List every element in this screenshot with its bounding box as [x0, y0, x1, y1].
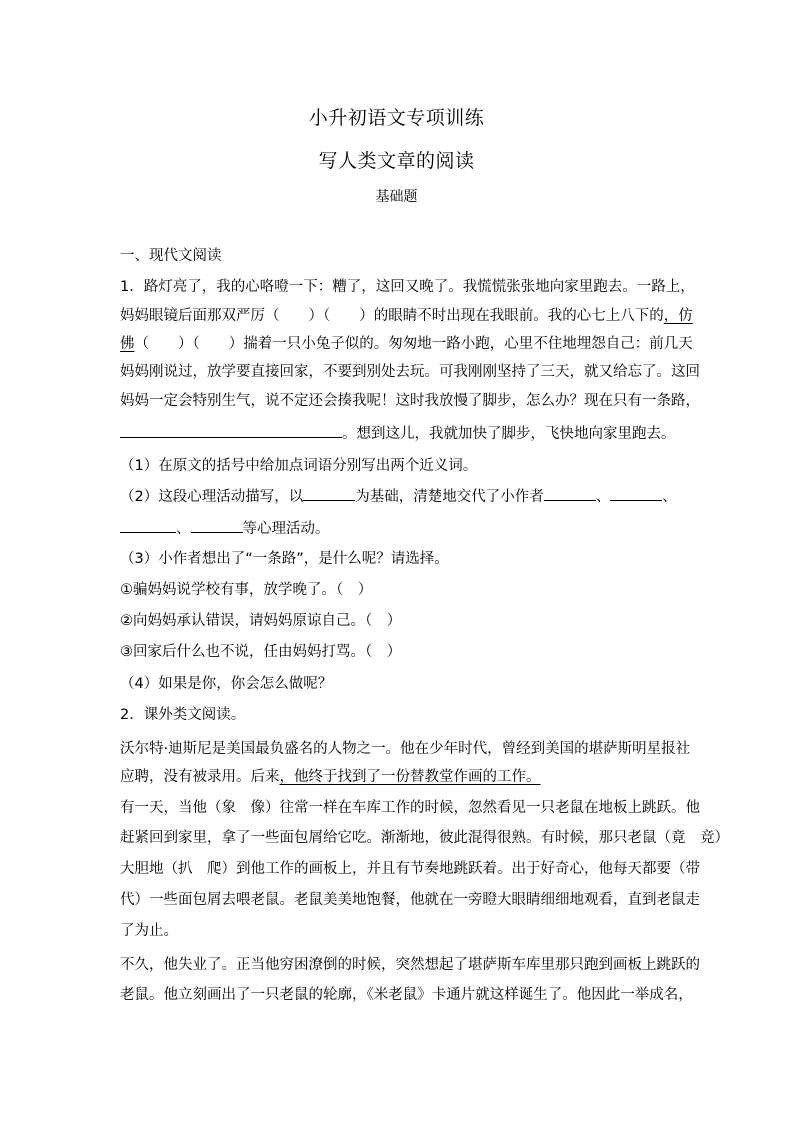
section-heading: 一、现代文阅读: [120, 248, 222, 264]
answer-blank[interactable]: [191, 518, 243, 533]
answer-blank[interactable]: [610, 486, 662, 501]
passage2-line: 不久，他失业了。正当他穷困潦倒的时候，突然想起了堪萨斯车库里那只跑到画板上跳跃的: [120, 957, 700, 973]
question-fragment: 等心理活动。: [242, 521, 330, 537]
question-text: （4）如果是你，你会怎么做呢？: [120, 676, 333, 692]
question-fragment: 、: [662, 489, 677, 505]
question-fragment: （2）这段心理活动描写，以: [120, 489, 304, 505]
passage2-line: [120, 767, 680, 787]
question-fragment: 、: [595, 489, 611, 505]
answer-blank[interactable]: [120, 423, 342, 438]
passage1-underlined-text: 佛: [120, 336, 135, 352]
passage1-line: 妈妈一定会特别生气，说不定还会揍我呢！这时我放慢了脚步，怎么办？现在只有一条路，: [120, 393, 700, 409]
passage1-line: [120, 423, 680, 444]
question-text: [120, 486, 680, 507]
answer-blank[interactable]: [303, 486, 355, 501]
passage2-line: 沃尔特·迪斯尼是美国最负盛名的人物之一。他在少年时代，曾经到美国的堪萨斯明星报社: [120, 741, 691, 757]
passage2-line: 了为止。: [120, 923, 178, 939]
answer-blank[interactable]: [120, 518, 176, 533]
passage1-underlined-text: ，仿: [663, 308, 693, 324]
passage2-underlined-text: ，他终于找到了一份替教堂作画的工作。: [279, 769, 541, 785]
question-text: [120, 518, 680, 539]
passage2-line: 大胆地（扒 爬）到他工作的画板上，并且有节奏地跳跃着。出于好奇心，他每天都要（带: [120, 861, 700, 877]
passage1-text: （ ）（ ）揣着一只小兔子似的。匆匆地一路小跑，心里不住地埋怨自己：前几天: [134, 336, 693, 352]
choice-option: ①骗妈妈说学校有事，放学晚了。（ ）: [120, 582, 373, 598]
passage2-line: 有一天，当他（象 像）往常一样在车库工作的时候，忽然看见一只老鼠在地板上跳跃。他: [120, 800, 700, 816]
passage2-text: 应聘，没有被录用。后来: [120, 769, 280, 785]
document-title: 小升初语文专项训练: [308, 107, 485, 129]
passage1-line: 妈妈刚说过，放学要直接回家，不要到别处去玩。可我刚刚坚持了三天，就又给忘了。这回: [120, 364, 700, 380]
question-text: （3）小作者想出了“一条路”，是什么呢？请选择。: [120, 551, 449, 567]
document-subtitle: 写人类文章的阅读: [318, 150, 475, 172]
passage1-line: 1．路灯亮了，我的心咯噔一下：糟了，这回又晚了。我慌慌张张地向家里跑去。一路上，: [120, 279, 695, 295]
question-heading: 2．课外类文阅读。: [120, 707, 246, 723]
passage1-line: [120, 334, 693, 354]
question-fragment: 为基础，清楚地交代了小作者: [355, 489, 544, 505]
question-text: （1）在原文的括号中给加点词语分别写出两个近义词。: [120, 458, 478, 474]
difficulty-label: 基础题: [375, 189, 418, 205]
question-fragment: 、: [176, 521, 191, 537]
choice-option: ③回家后什么也不说，任由妈妈打骂。（ ）: [120, 644, 402, 660]
passage2-line: 赶紧回到家里，拿了一些面包屑给它吃。渐渐地，彼此混得很熟。有时候，那只老鼠（竟 竞）: [120, 830, 729, 846]
answer-blank[interactable]: [544, 486, 596, 501]
passage2-line: 老鼠。他立刻画出了一只老鼠的轮廓，《米老鼠》卡通片就这样诞生了。他因此一举成名，: [120, 987, 693, 1003]
choice-option: ②向妈妈承认错误，请妈妈原谅自己。（ ）: [120, 613, 402, 629]
passage1-text: 。想到这儿，我就加快了脚步，飞快地向家里跑去。: [342, 426, 676, 442]
passage1-line: [120, 306, 693, 326]
passage1-text: 妈妈眼镜后面那双严厉（ ）（ ）的眼睛不时出现在我眼前。我的心七上八下的: [120, 308, 664, 324]
passage2-line: 代）一些面包屑去喂老鼠。老鼠美美地饱餐，他就在一旁瞪大眼睛细细地观看，直到老鼠走: [120, 892, 700, 908]
